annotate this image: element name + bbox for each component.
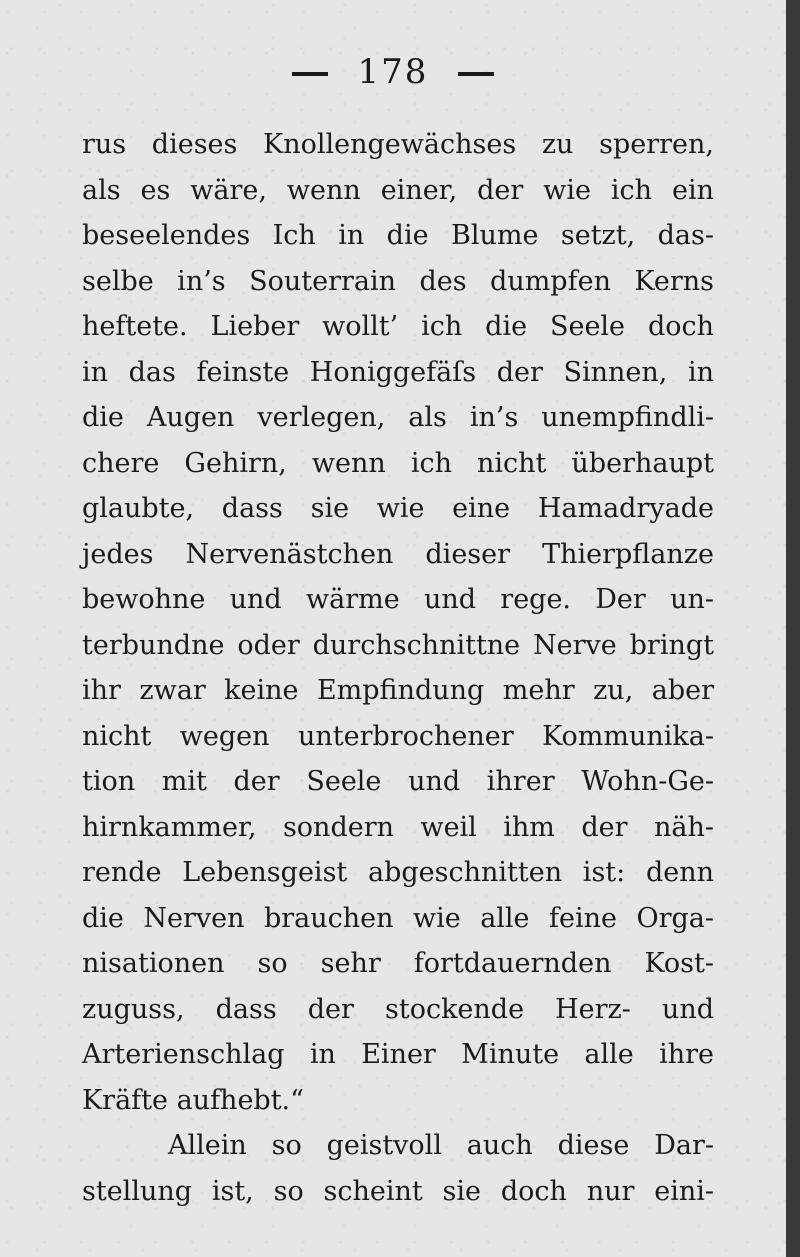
text-line: nisationen so sehr fortdauernden Kost- [82,948,714,979]
text-line: nicht wegen unterbrochener Kommunika- [82,720,714,752]
text-line: bewohne und wärme und rege. Der un- [82,584,714,615]
text-line: zuguss, dass der stockende Herz- und [82,993,714,1025]
text-line: rende Lebensgeist abgeschnitten ist: denn [82,857,714,888]
text-line: stellung ist, so scheint sie doch nur eini- [82,1175,714,1207]
text-line: selbe in’s Souterrain des dumpfen Kerns [82,265,714,297]
text-line: jedes Nervenästchen dieser Thierpflanze [82,538,714,570]
text-line: heftete. Lieber wollt’ ich die Seele doch [82,311,714,342]
text-line: beseelendes Ich in die Blume setzt, das- [82,220,714,251]
text-line: rus dieses Knollengewächses zu sperren, [82,129,714,160]
text-line: Allein so geistvoll auch diese Dar- [168,1130,714,1161]
text-line: Arterienschlag in Einer Minute alle ihre [82,1039,714,1070]
text-line: die Augen verlegen, als in’s unempfindli- [82,402,714,433]
text-line: in das feinste Honiggefäſs der Sinnen, in [82,356,714,388]
text-line: tion mit der Seele und ihrer Wohn-Ge- [82,766,714,797]
page-number: 178 [357,52,429,92]
body-text [82,122,714,1214]
text-line: ihr zwar keine Empfindung mehr zu, aber [82,675,714,706]
text-line: glaubte, dass sie wie eine Hamadryade [82,493,714,524]
text-line: als es wäre, wenn einer, der wie ich ein [82,174,714,206]
text-line: terbundne oder durchschnittne Nerve bringt [82,629,714,661]
header-dash-right [458,72,494,76]
text-line: chere Gehirn, wenn ich nicht überhaupt [82,447,714,479]
text-line: die Nerven brauchen wie alle feine Orga- [82,902,714,934]
header-dash-left [292,72,328,76]
text-line: Kräfte aufhebt.“ [82,1084,304,1116]
text-line: hirnkammer, sondern weil ihm der näh- [82,811,714,843]
page-header [0,52,786,92]
